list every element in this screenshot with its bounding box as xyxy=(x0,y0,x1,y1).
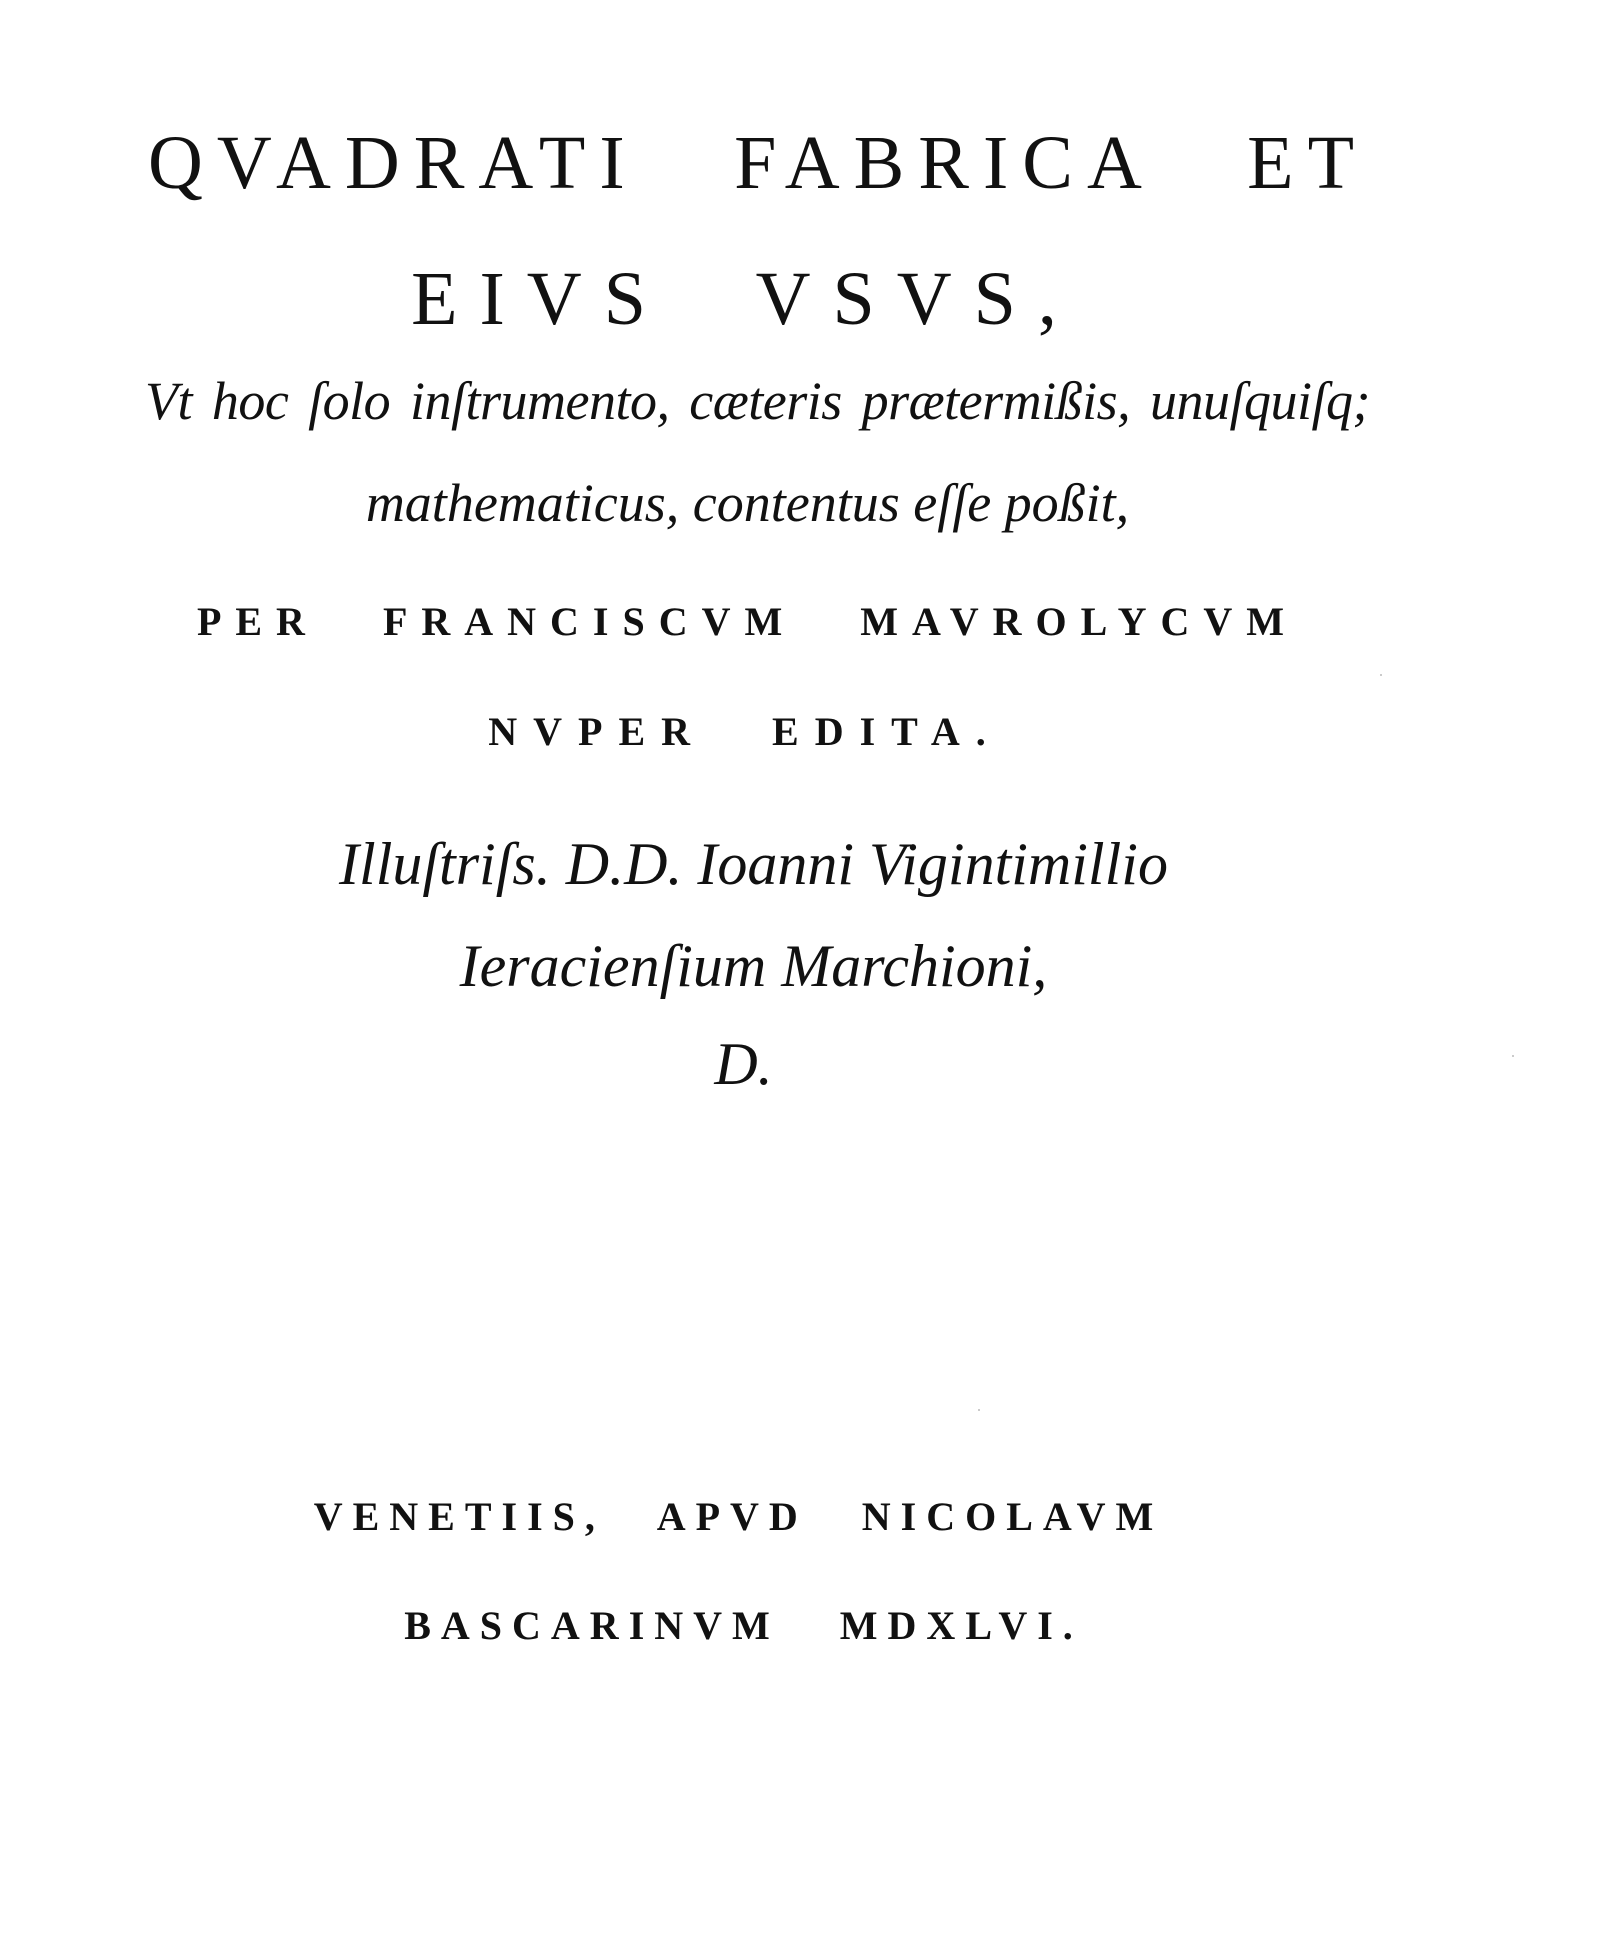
dedication-line-3: D. xyxy=(714,1031,773,1097)
title-line-2: EIVS VSVS, xyxy=(411,257,1079,341)
paper-speck xyxy=(1380,674,1382,676)
edition-line: NVPER EDITA. xyxy=(488,709,1002,754)
paper-speck xyxy=(1512,1055,1514,1057)
title-line-1: QVADRATI FABRICA ET xyxy=(148,121,1368,205)
subtitle-line-2: mathematicus, contentus eſſe poßit, xyxy=(365,473,1130,533)
dedication-line-2: Ieracienſium Marchioni, xyxy=(459,933,1048,999)
paper-speck xyxy=(978,1409,980,1411)
subtitle-line-1: Vt hoc ſolo inſtrumento, cæteris prætermißis, unuſquiſq; xyxy=(145,371,1370,431)
imprint-line-1: VENETIIS, APVD NICOLAVM xyxy=(313,1494,1164,1539)
author-line: PER FRANCISCVM MAVROLYCVM xyxy=(196,599,1299,644)
dedication-line-1: Illuſtriſs. D.D. Ioanni Vigintimillio xyxy=(339,831,1168,897)
imprint-line-2: BASCARINVM MDXLVI. xyxy=(404,1603,1083,1648)
